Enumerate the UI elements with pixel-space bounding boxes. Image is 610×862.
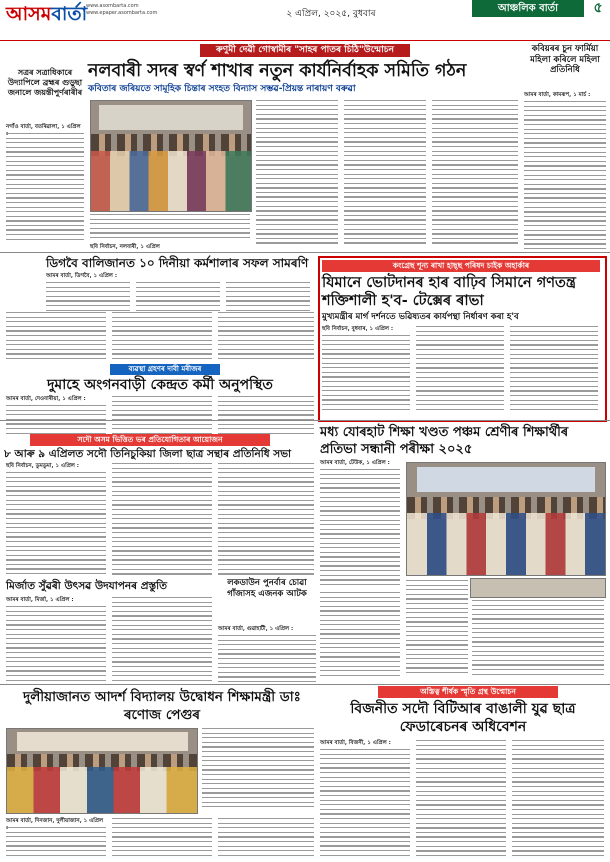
lead-photo	[90, 100, 252, 212]
exam-photo-small	[470, 578, 606, 598]
right-col-headline: কবিয়ৰৰ চুন ফাৰ্মিয়া মহিলা কৰিলে মহিলা প্ৰতিনিধি	[530, 44, 600, 75]
congress-body-col3	[510, 326, 598, 415]
bodo-body-col1	[320, 749, 410, 859]
bodo-headline: বিজনীত সদৌ বিটিআৰ বাঙালী যুৱ ছাত্ৰ ফেডাৰেচনৰ অধিবেশন	[350, 701, 576, 735]
masthead	[0, 0, 610, 41]
page-number: ৫	[593, 0, 603, 16]
school-body-col3	[218, 818, 314, 859]
bodo-body-col2	[416, 740, 506, 859]
sports-body-col3	[218, 463, 314, 577]
anganwadi-kicker: ব্যৱস্থা গ্ৰহণৰ দাবী মৰীজৰ	[110, 364, 220, 375]
mising-body-col2	[112, 597, 212, 684]
newspaper-logo: আসমবার্তা	[6, 3, 88, 25]
congress-headline: যিমানে ভোটদানৰ হাৰ বাঢ়িব সিমানে গণতন্ত্ৰ শক্তিশালী হ'ব- টেক্সেৰ ৰাভা	[322, 275, 576, 309]
section-label: আঞ্চলিক বাৰ্তা	[472, 0, 584, 17]
congress-dateline: ছবি নিৰ্বাচন, বুধবাৰ, ১ এপ্ৰিল :	[322, 326, 394, 332]
school-body-col2	[112, 818, 212, 859]
bodo-kicker: অস্তিত্ব শীৰ্ষক স্মৃতি গ্ৰন্থ উন্মোচন	[378, 686, 558, 698]
lead-subhead: কবিতাৰ জৰিয়তে সামূহিক চিন্তাৰ সংহত বিন্যাস সম্ভৱ-প্ৰিয়ন্ত নাৰায়ণ বৰুৱা	[88, 84, 356, 94]
lead-caption: ছবি নিৰ্বাচন, নলবাৰী, ১ এপ্ৰিল	[90, 244, 160, 250]
exam-body-col3	[472, 600, 604, 678]
congress-subhead: মুখ্যমন্ত্ৰীৰ মাৰ্গ দৰ্শনতে ভৱিষ্যতৰ কাৰ্যপন্থা নিৰ্ধাৰণ কৰা হ'ব	[322, 312, 519, 322]
story-continuation-left	[6, 312, 106, 362]
website-url: www.asombarta.com	[86, 3, 139, 9]
right-col-body	[524, 101, 606, 251]
congress-body-col2	[416, 326, 504, 415]
exam-headline: মধ্য যোৰহাট শিক্ষা খণ্ডত পঞ্চম শ্ৰেণীৰ শিক্ষাৰ্থীৰ প্ৰতিভা সন্ধানী পৰীক্ষা ২০২৫	[320, 425, 569, 457]
congress-body-col1	[322, 335, 410, 415]
lead-body-col1	[256, 100, 338, 250]
divider	[0, 252, 610, 253]
left-col-dateline: নগাঁও বাৰ্তা, বতৰিৱালা, ১ এপ্ৰিল	[6, 124, 81, 130]
secondary-dateline: আমৰ বাৰ্তা, ডিগবৈ, ১ এপ্ৰিল :	[46, 273, 118, 279]
divider	[0, 420, 610, 421]
exam-photo	[406, 462, 606, 576]
sports-body-col2	[112, 463, 212, 577]
left-col-headline: সত্ৰৰ সত্ৰাধিকাৰে উদ্যাপিলে ব্ৰহ্মৰ গুড়ুছা জনালে জয়ন্তীপুৰ্ণৰাৰীৰ	[7, 68, 83, 97]
sports-headline: ৮ আৰু ৯ এপ্ৰিলত সদৌ তিনিচুকিয়া জিলা ছাত্ৰ সন্থাৰ প্ৰতিনিধি সভা	[4, 448, 292, 460]
anganwadi-headline: দুমাহে অংগনবাড়ী কেন্দ্ৰত কৰ্মী অনুপস্থিত	[47, 377, 273, 393]
lead-body-col2	[344, 100, 426, 250]
lead-photo-caption-lines	[90, 214, 250, 242]
top-banner: ৰুণুমী দেৱী গোস্বামীৰ "সাহৰ পাতৰ চিঠি"উন্মোচন	[200, 44, 410, 57]
arrest-body	[218, 635, 316, 684]
secondary-body-col3	[226, 282, 310, 312]
sports-dateline: ছবি নিৰ্বাচন, ডুমডুমা, ১ এপ্ৰিল :	[6, 463, 80, 469]
anganwadi-body-col2	[112, 396, 212, 435]
secondary-body-col1	[46, 282, 130, 312]
congress-kicker: কংগ্ৰেছ শূন্য ৰাখা হাছ্ছ পৰিষদ চাইক অহাৰ্কাৰ	[322, 260, 600, 272]
bodo-dateline: আমৰ বাৰ্তা, বিজনী, ১ এপ্ৰিল :	[320, 740, 391, 746]
arrest-headline: লকডাউন পুনৰ্বাৰ চোৱা গাঁজাসহ এজনক আটক	[227, 578, 307, 599]
school-body-col1	[6, 827, 106, 859]
exam-body-col1b	[320, 592, 400, 678]
lead-headline: নলবাৰী সদৰ স্বৰ্ণ শাখাৰ নতুন কাৰ্যনিৰ্বাহক সমিতি গঠন	[88, 61, 467, 81]
mising-headline: মিৰ্জাত সুঁৱৰী উৎসৱ উদযাপনৰ প্ৰস্তুতি	[6, 580, 168, 592]
exam-dateline: আমৰ বাৰ্তা, টেউক, ১ এপ্ৰিল :	[320, 460, 390, 466]
bodo-body-col3	[512, 740, 604, 859]
right-col-dateline: আমৰ বাৰ্তা, কামৰূপ, ১ মাৰ্চ :	[524, 92, 591, 98]
mising-body-col1	[6, 606, 106, 684]
sports-kicker: সদৌ অসম ভিত্তিত ভৰ প্ৰতিযোগিতাৰ আয়োজন	[30, 434, 270, 446]
secondary-headline: ডিগবৈ বালিজানত ১০ দিনীয়া কৰ্মশালাৰ সফল সামৰণি	[46, 256, 309, 270]
lead-body-col3	[432, 100, 518, 250]
epaper-url: www.epaper.asombarta.com	[86, 10, 158, 16]
arrest-dateline: আমৰ বাৰ্তা, গুৱাহাটী, ১ এপ্ৰিল :	[218, 626, 294, 632]
mising-dateline: আমৰ বাৰ্তা, মিৰ্জা, ১ এপ্ৰিল :	[6, 597, 74, 603]
anganwadi-body-col3	[218, 396, 314, 435]
website-urls	[86, 3, 157, 17]
story-continuation-mid	[112, 312, 212, 362]
exam-body-col2	[406, 580, 468, 678]
exam-body-col1	[320, 469, 400, 589]
left-col-body	[6, 133, 84, 243]
school-headline: দুলীয়াজানত আদৰ্শ বিদ্যালয় উদ্বোধন শিক্ষামন্ত্ৰী ডাঃ ৰণোজ পেগুৰ	[23, 689, 301, 723]
issue-date: ২ এপ্ৰিল, ২০২৫, বুধবাৰ	[286, 9, 376, 19]
divider	[0, 684, 610, 685]
sports-body-col1	[6, 472, 106, 577]
story-continuation-right	[218, 312, 314, 362]
secondary-body-col2	[136, 282, 220, 312]
school-body-right	[202, 728, 314, 812]
anganwadi-dateline: আমৰ বাৰ্তা, দেওবাৰীয়া, ১ এপ্ৰিল :	[6, 396, 86, 402]
school-photo	[6, 728, 198, 814]
school-dateline: আমৰ বাৰ্তা, দিনজান, দুলীয়াজান, ১ এপ্ৰিল	[6, 818, 104, 824]
